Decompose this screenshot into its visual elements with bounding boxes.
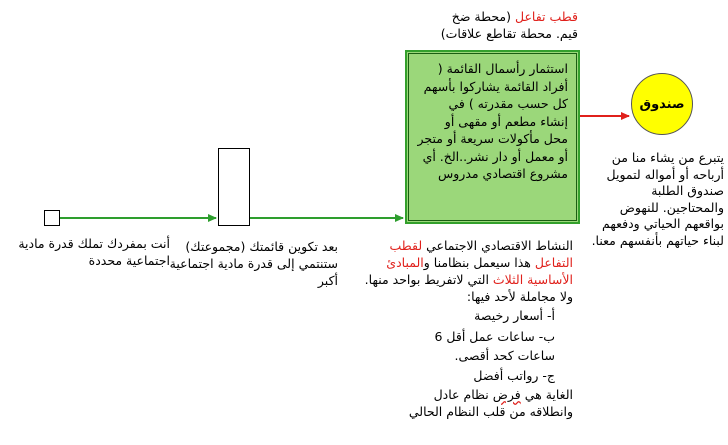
principle-b-cont: ساعات كحد أقصى. <box>454 348 555 363</box>
goal-line <box>356 386 573 403</box>
top-label-highlight: قطب تفاعل <box>514 9 578 24</box>
activity-text-1: النشاط الاقتصادي الاجتماعي <box>422 238 573 253</box>
investment-box <box>405 50 580 224</box>
investment-box-text: استثمار رأسمال القائمة ( أفراد القائمة يشاركوا بأسهم كل حسب مقدرته ) في إنشاء مطعم أو مقهى أو محل مأكولات سريعة أو متجر أو معمل أو دار نشر..الخ. أي مشروع اقتصادي مدروس <box>417 61 568 181</box>
fund-description <box>590 150 724 249</box>
group-description-text: بعد تكوين قائمتك (مجموعتك) ستنتمي إلى قدرة مادية اجتماعية أكبر <box>169 239 338 288</box>
activity-highlight-2: المبادئ الأساسية الثلاث <box>386 255 573 287</box>
top-label-line2: قيم. محطة تقاطع علاقات) <box>440 26 578 41</box>
goal-last-line: وانطلاقه من قلب النظام الحالي <box>408 404 573 419</box>
fund-circle <box>631 73 693 135</box>
principle-c: ج- رواتب أفضل <box>473 368 555 383</box>
group-description <box>160 238 338 289</box>
group-box <box>218 148 250 226</box>
activity-text-3: التي لاتفريط بواحد منها. ولا مجاملة لأحد فيها: <box>364 272 573 304</box>
top-label <box>408 8 578 42</box>
activity-description <box>356 237 573 420</box>
individual-box <box>44 210 60 226</box>
activity-text-2: هذا سيعمل بنظامنا و <box>423 255 535 270</box>
activity-highlight-1: لقطب التفاعل <box>389 238 573 270</box>
principle-b: ب- ساعات عمل أقل 6 <box>434 329 555 344</box>
activity-intro <box>356 237 573 305</box>
goal-text-2: نظام عادل <box>433 387 493 402</box>
individual-description <box>0 235 170 269</box>
goal-text-1: الغاية هي <box>520 387 573 402</box>
principle-a: أ- أسعار رخيصة <box>474 308 555 323</box>
fund-description-text: يتبرع من يشاء منا من أرباحه أو أمواله لتمويل صندوق الطلبة والمحتاجين. للنهوض بواقعهم الحياتي ودفعهم لبناء حياتهم بأنفسهم معنا. <box>591 150 724 248</box>
goal-word: فرض <box>492 387 521 402</box>
top-label-rest: (محطة ضخ <box>451 9 515 24</box>
fund-label: صندوق <box>639 96 685 112</box>
individual-description-text: أنت بمفردك تملك قدرة مادية اجتماعية محددة <box>18 236 170 268</box>
